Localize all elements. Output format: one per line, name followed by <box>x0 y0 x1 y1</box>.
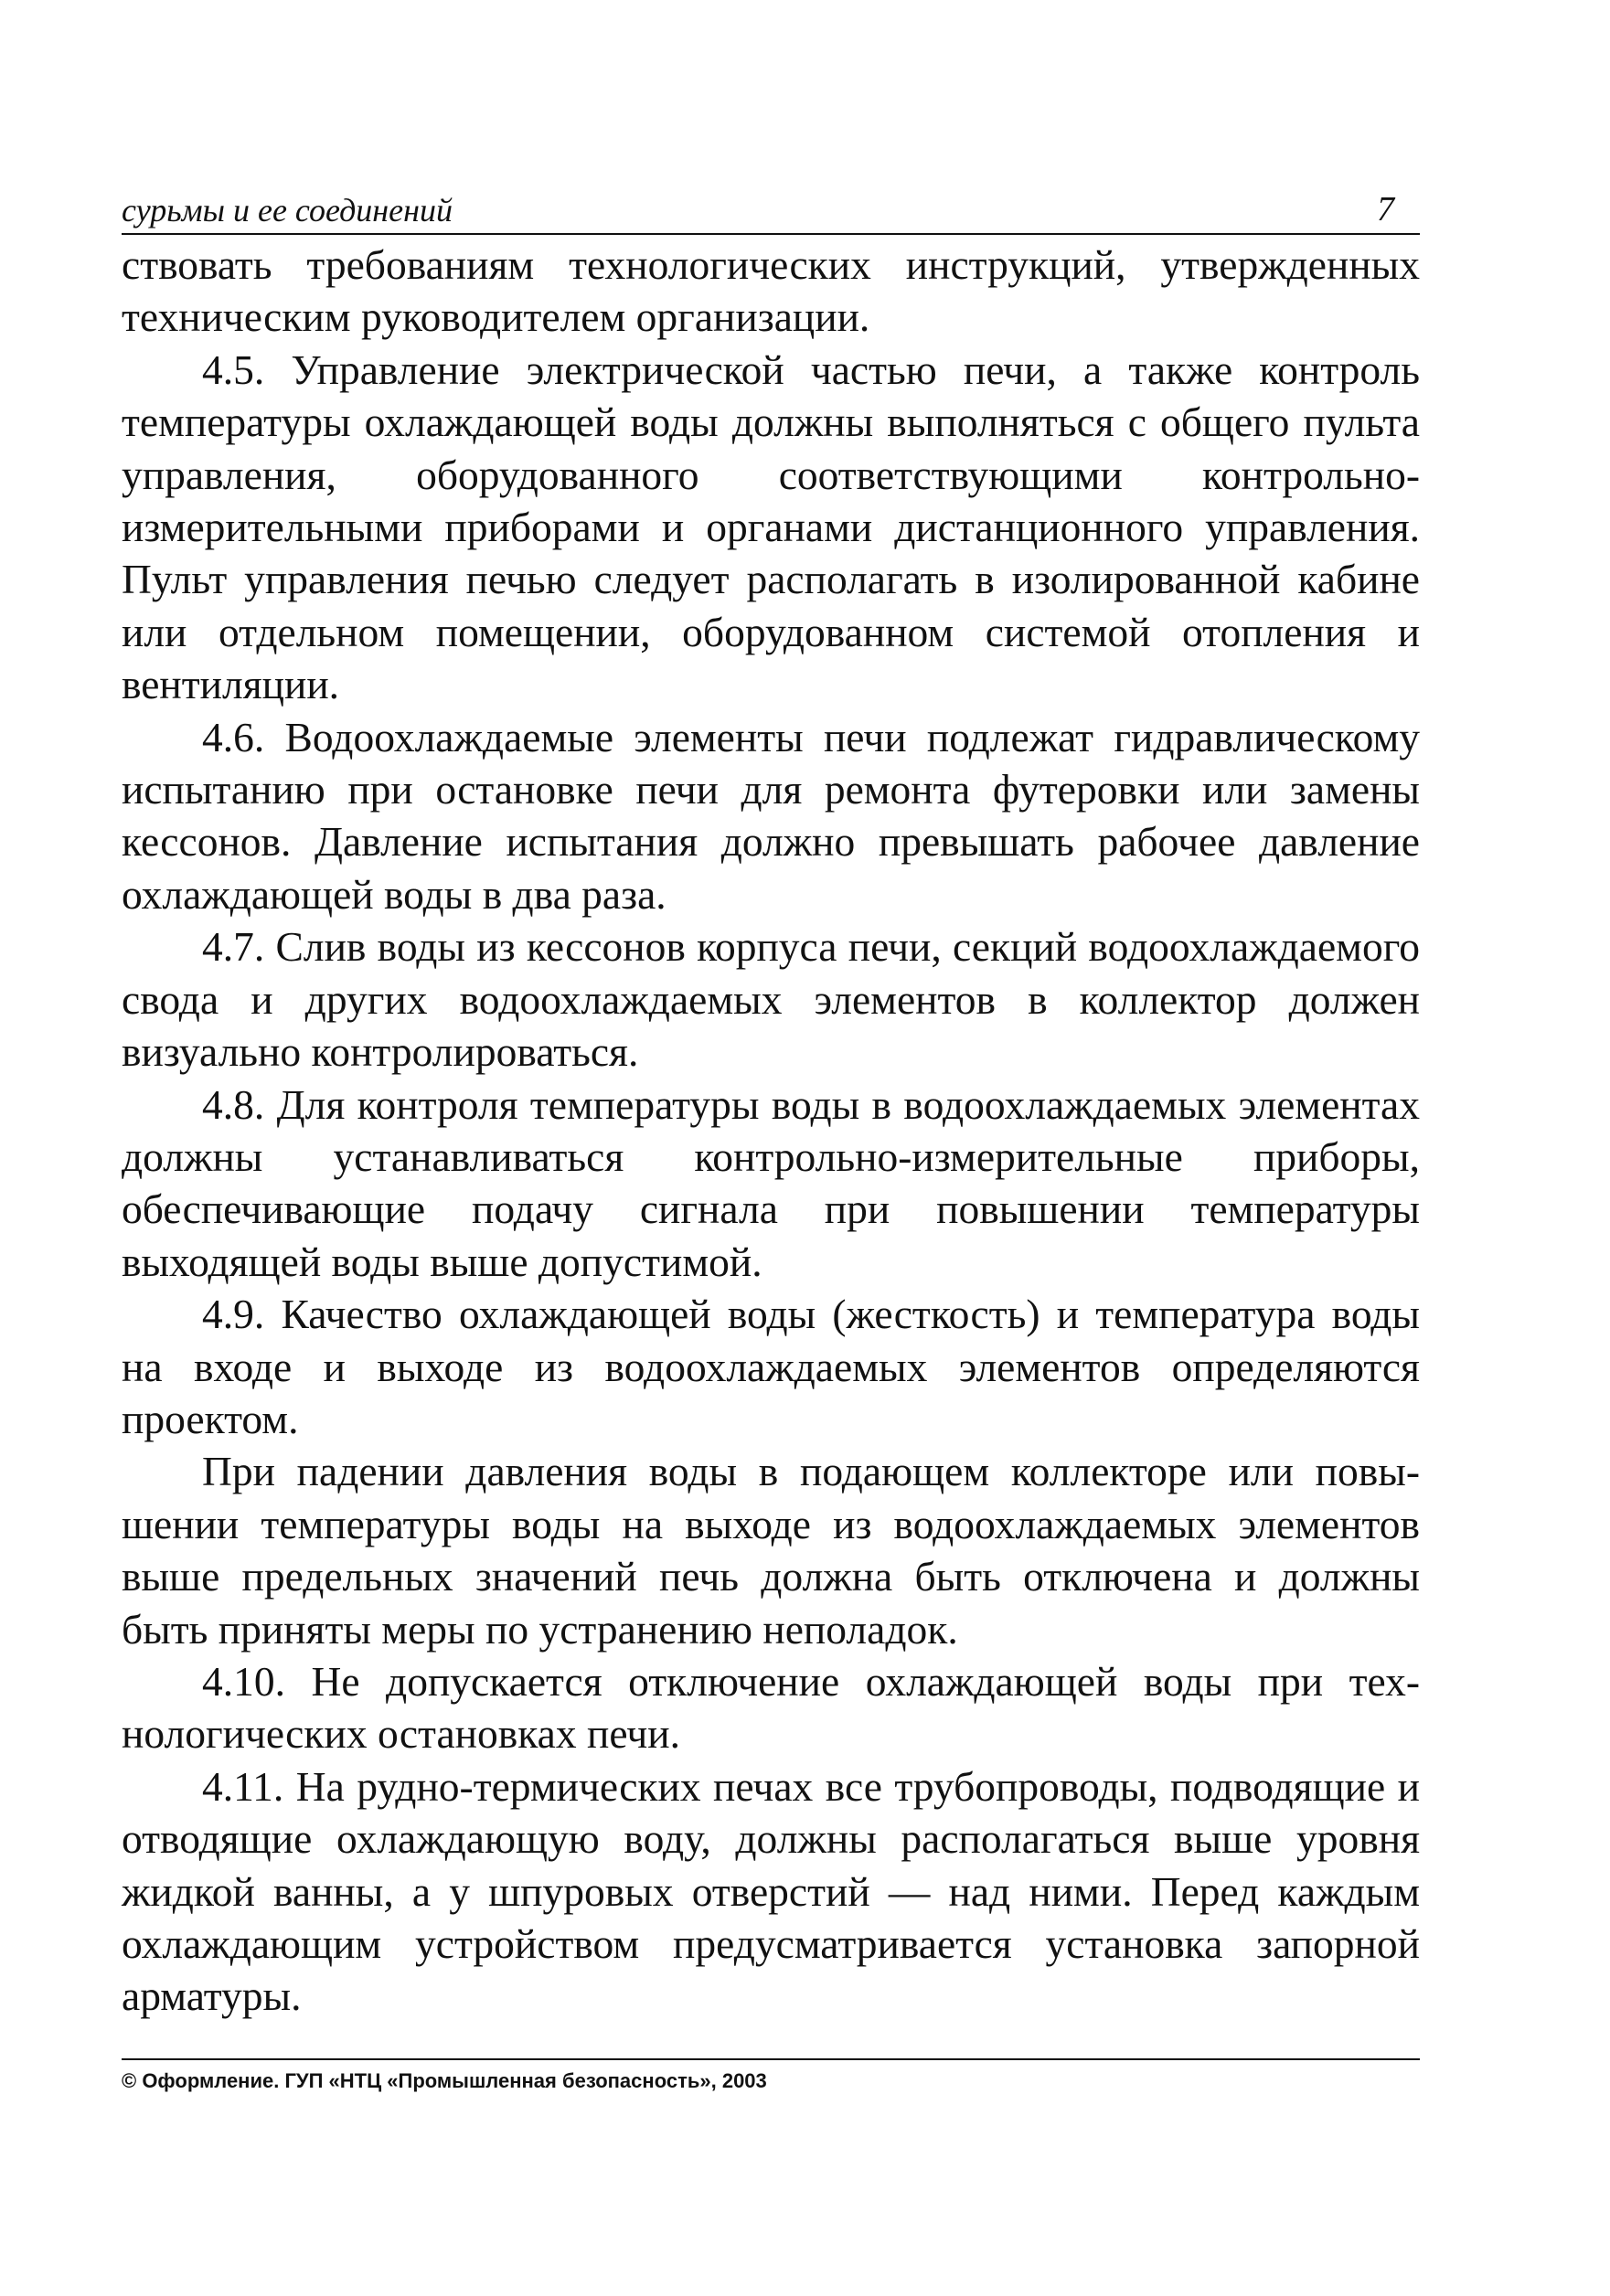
running-head <box>122 187 1420 235</box>
paragraph-4-9: 4.9. Качество охлаждающей воды (жесткость) и температура воды на входе и выходе из водоохлаждаемых элементов определяются проектом. <box>122 1291 1420 1442</box>
paragraph-4-8: 4.8. Для контроля температуры воды в водоохлаждаемых элементах должны устанавливаться контрольно-измерительные приборы, обеспечивающие подачу сигнала при повышении температуры выходящей воды выше допустимой. <box>122 1080 1420 1285</box>
running-head-title: сурьмы и ее соединений <box>122 192 453 229</box>
body-text <box>122 239 1420 2023</box>
page-number: 7 <box>1377 190 1394 229</box>
paragraph-4-9-continued: При падении давления воды в подающем коллекторе или повышении температуры воды на выходе из водоохлаждаемых элементов выше предельных значений печь должна быть отключена и должны быть приняты меры по устранению неполадок. <box>122 1448 1420 1653</box>
footer <box>122 2058 1420 2093</box>
paragraph-4-10: 4.10. Не допускается отключение охлаждающей воды при технологических остановках печи. <box>122 1657 1420 1758</box>
paragraph-4-5: 4.5. Управление электрической частью печи, а также контроль температуры охлаждающей воды должны выполняться с общего пульта управления, оборудованного соответствующими контрольно-измерительными приборами и органами дистанционного управления. Пульт управления печью следует располагать в изолированной кабине или отдельном помещении, оборудованном системой отопления и вентиляции. <box>122 345 1420 708</box>
paragraph-4-11: 4.11. На рудно-термических печах все трубопроводы, подводящие и отводящие охлаждающую воду, должны располагаться выше уровня жидкой ванны, а у шпуровых отверстий — над ними. Перед каждым охлаждающим устройством предусматривается установка запорной арматуры. <box>122 1762 1420 2020</box>
page <box>122 187 1420 2023</box>
paragraph-continuation: ствовать требованиям технологических инструкций, утвержденных техническим руководителем организации. <box>122 241 1420 341</box>
paragraph-4-6: 4.6. Водоохлаждаемые элементы печи подлежат гидравлическому испытанию при остановке печи для ремонта футеровки или замены кессонов. Давление испытания должно превышать рабочее давление охлаждающей воды в два раза. <box>122 713 1420 918</box>
paragraph-4-7: 4.7. Слив воды из кессонов корпуса печи, секций водоохлаждаемого свода и других водоохлаждаемых элементов в коллектор должен визуально контролироваться. <box>122 923 1420 1076</box>
copyright-notice: © Оформление. ГУП «НТЦ «Промышленная безопасность», 2003 <box>122 2069 767 2092</box>
